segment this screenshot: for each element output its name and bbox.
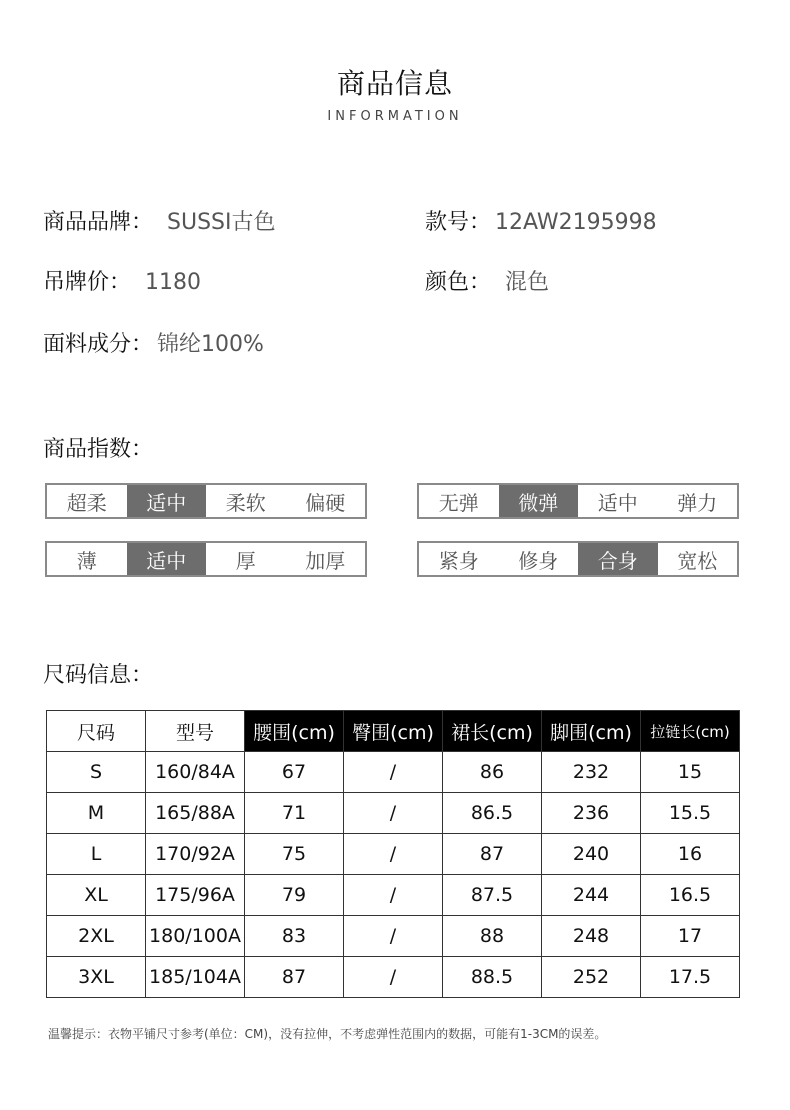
- page-title: 商品信息: [336, 67, 453, 100]
- color-label: 颜色：: [425, 270, 492, 295]
- index-option: 适中: [597, 490, 638, 515]
- thickness-index-bar: [45, 541, 367, 577]
- table-cell: 160/84A: [146, 752, 245, 793]
- size-heading: 尺码信息：: [43, 663, 154, 688]
- zipper-length-column-header: 拉链长(cm): [641, 711, 740, 752]
- softness-index-bar: [45, 483, 367, 519]
- index-option: 无弹: [438, 490, 479, 515]
- table-cell: 244: [542, 875, 641, 916]
- table-cell: 67: [245, 752, 344, 793]
- table-cell: /: [344, 752, 443, 793]
- price-label: 吊牌价：: [43, 270, 132, 295]
- index-option-selected: 适中: [127, 543, 207, 575]
- table-cell: 15: [641, 752, 740, 793]
- fabric-row: [43, 327, 264, 358]
- index-option: 修身: [518, 548, 559, 573]
- table-cell: 87: [245, 957, 344, 998]
- table-cell: 165/88A: [146, 793, 245, 834]
- table-cell: 88: [443, 916, 542, 957]
- size-table-header-row: [47, 711, 740, 752]
- table-cell: 185/104A: [146, 957, 245, 998]
- table-cell: 17: [641, 916, 740, 957]
- table-row: [47, 793, 740, 834]
- table-cell: S: [47, 752, 146, 793]
- table-cell: XL: [47, 875, 146, 916]
- brand-label: 商品品牌：: [43, 210, 154, 235]
- index-option: 紧身: [438, 548, 479, 573]
- index-option: 柔软: [225, 490, 266, 515]
- price-value: 1180: [145, 270, 202, 295]
- style-label: 款号：: [425, 210, 492, 235]
- table-cell: 236: [542, 793, 641, 834]
- table-cell: /: [344, 875, 443, 916]
- fit-index-bar: [417, 541, 739, 577]
- index-option-selected: 微弹: [499, 485, 579, 517]
- style-row: [425, 205, 657, 236]
- size-note: 温馨提示：衣物平铺尺寸参考(单位：CM)，没有拉伸，不考虑弹性范围内的数据，可能有1-3CM的误差。: [48, 1027, 607, 1041]
- table-row: [47, 916, 740, 957]
- color-value: 混色: [505, 270, 550, 295]
- index-option: 偏硬: [305, 490, 346, 515]
- table-cell: 232: [542, 752, 641, 793]
- skirt-length-column-header: 裙长(cm): [443, 711, 542, 752]
- color-row: [425, 265, 549, 296]
- table-cell: 180/100A: [146, 916, 245, 957]
- table-cell: 252: [542, 957, 641, 998]
- table-cell: L: [47, 834, 146, 875]
- table-cell: 175/96A: [146, 875, 245, 916]
- style-value: 12AW2195998: [495, 210, 657, 235]
- brand-value: SUSSI古色: [167, 210, 276, 235]
- table-cell: 240: [542, 834, 641, 875]
- size-column-header: 尺码: [47, 711, 146, 752]
- elasticity-index-bar: [417, 483, 739, 519]
- table-row: [47, 957, 740, 998]
- waist-column-header: 腰围(cm): [245, 711, 344, 752]
- table-cell: 87: [443, 834, 542, 875]
- index-option-selected: 合身: [578, 543, 658, 575]
- price-row: [43, 265, 201, 296]
- table-row: [47, 834, 740, 875]
- hem-column-header: 脚围(cm): [542, 711, 641, 752]
- index-option: 超柔: [66, 490, 107, 515]
- table-cell: /: [344, 793, 443, 834]
- table-cell: 248: [542, 916, 641, 957]
- size-table: [46, 710, 740, 998]
- table-cell: 83: [245, 916, 344, 957]
- page-subtitle: INFORMATION: [327, 109, 463, 124]
- model-column-header: 型号: [146, 711, 245, 752]
- index-option: 宽松: [677, 548, 718, 573]
- table-cell: M: [47, 793, 146, 834]
- table-cell: 170/92A: [146, 834, 245, 875]
- table-cell: 86.5: [443, 793, 542, 834]
- table-cell: 16: [641, 834, 740, 875]
- index-heading: 商品指数：: [43, 437, 154, 462]
- hip-column-header: 臀围(cm): [344, 711, 443, 752]
- table-cell: 88.5: [443, 957, 542, 998]
- table-cell: 79: [245, 875, 344, 916]
- table-cell: 15.5: [641, 793, 740, 834]
- index-option-selected: 适中: [127, 485, 207, 517]
- brand-row: [43, 205, 276, 236]
- table-cell: 2XL: [47, 916, 146, 957]
- index-option: 厚: [235, 548, 256, 573]
- table-cell: 71: [245, 793, 344, 834]
- fabric-value: 锦纶100%: [157, 332, 264, 357]
- table-row: [47, 752, 740, 793]
- table-cell: 87.5: [443, 875, 542, 916]
- table-cell: 16.5: [641, 875, 740, 916]
- table-cell: /: [344, 834, 443, 875]
- index-option: 弹力: [677, 490, 718, 515]
- index-option: 加厚: [305, 548, 346, 573]
- table-cell: 86: [443, 752, 542, 793]
- fabric-label: 面料成分：: [43, 332, 154, 357]
- table-cell: 17.5: [641, 957, 740, 998]
- table-cell: 75: [245, 834, 344, 875]
- table-cell: 3XL: [47, 957, 146, 998]
- table-cell: /: [344, 916, 443, 957]
- table-row: [47, 875, 740, 916]
- index-option: 薄: [76, 548, 97, 573]
- table-cell: /: [344, 957, 443, 998]
